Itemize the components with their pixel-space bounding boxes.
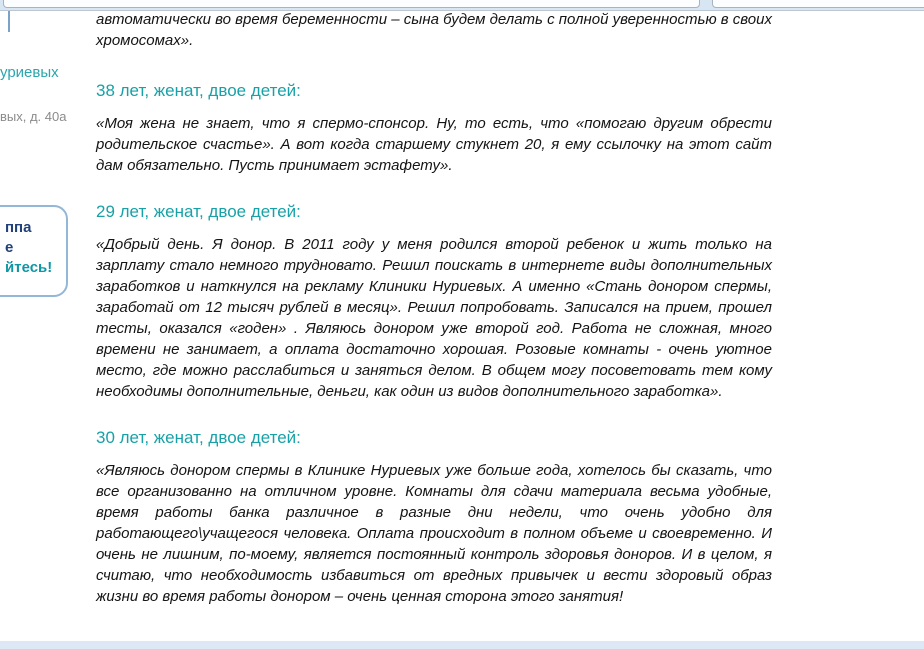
testimonials-content	[96, 4, 772, 633]
testimonial-heading-30: 30 лет, женат, двое детей:	[96, 428, 301, 447]
testimonial-text-29: «Добрый день. Я донор. В 2011 году у меня родился второй ребенок и жить только на зарплату стало немного трудновато. Решил поискать в интернете виды дополнительных заработков и наткнулся на рекламу Клиники Нуриевых. А именно «Стань донором спермы, заработай от 12 тысяч рублей в месяц». Решил попробовать. Записался на прием, прошел тесты, оказался «годен» . Являюсь донором уже второй год. Работа не сложная, много времени не занимает, а оплата достаточно хорошая. Розовые комнаты - очень уютное место, где можно расслабиться и заняться делом. В общем могу посоветовать тем кому необходимы дополнительные, деньги, как один из видов дополнительного заработка».	[96, 236, 772, 400]
cutoff-panel-left	[3, 0, 700, 8]
sidebar-clinic-link[interactable]: уриевых	[0, 64, 59, 81]
vk-widget-line1: ппа	[5, 219, 32, 236]
testimonial-text-30: «Являюсь донором спермы в Клинике Нуриевых уже больше года, хотелось бы сказать, что все организованно на отличном уровне. Комнаты для сдачи материала весьма удобные, время работы банка различное в разные дни недели, что очень удобно для работающего\учащегося человека. Оплата происходит в полном объеме и своевременно. И очень не лишним, по-моему, является постоянный контроль здоровья доноров. И в целом, я считаю, что необходимость избавиться от вредных привычек и вести здоровый образ жизни во время работы донором – очень ценная сторона этого занятия!	[96, 462, 772, 605]
cutoff-panel-right	[712, 0, 924, 8]
bottom-strip	[0, 641, 924, 649]
testimonial-heading-29: 29 лет, женат, двое детей:	[96, 202, 301, 221]
vk-widget-line2: е	[5, 239, 14, 256]
top-cutoff-strip	[0, 0, 924, 11]
sidebar-address: вых, д. 40а	[0, 109, 67, 124]
vk-widget-join-label: йтесь!	[5, 259, 53, 276]
testimonial-text-38: «Моя жена не знает, что я спермо-спонсор. Ну, то есть, что «помогаю другим обрести родительское счастье». А вот когда старшему стукнет 20, я ему ссылочку на этот сайт дам обязательно. Пусть принимает эстафету».	[96, 115, 772, 174]
testimonial-text-fragment: автоматически во время беременности – сына будем делать с полной уверенностью в своих хромосомах».	[96, 11, 772, 49]
vk-group-widget[interactable]	[0, 205, 68, 297]
sidebar	[0, 0, 96, 649]
testimonial-heading-38: 38 лет, женат, двое детей:	[96, 81, 301, 100]
